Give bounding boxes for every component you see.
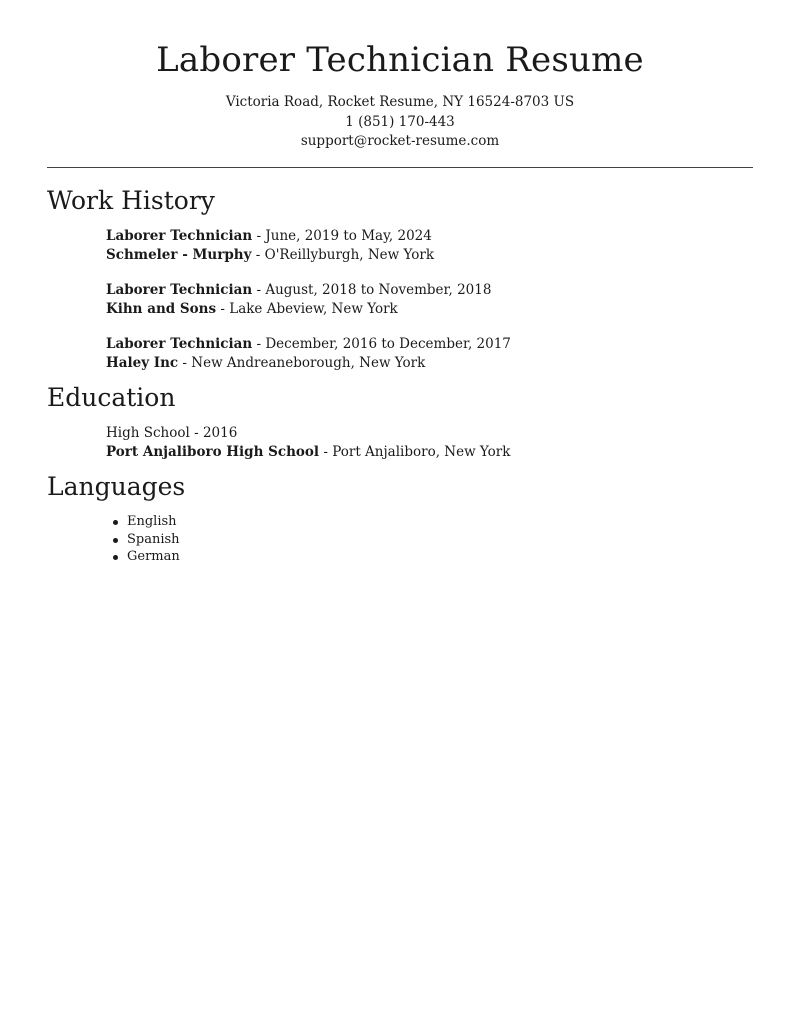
work-entry-company-line bbox=[106, 354, 511, 373]
education-entry-degree-line bbox=[106, 424, 510, 443]
work-entry bbox=[106, 281, 491, 319]
job-location: Lake Abeview, New York bbox=[229, 301, 398, 317]
work-entry-title-line bbox=[106, 335, 511, 354]
language-name: English bbox=[127, 514, 177, 529]
work-entry bbox=[106, 335, 511, 373]
contact-block bbox=[47, 93, 753, 152]
list-item bbox=[106, 513, 180, 531]
job-title: Laborer Technician bbox=[106, 336, 253, 352]
education-school: Port Anjaliboro High School bbox=[106, 444, 320, 460]
list-item bbox=[106, 548, 180, 566]
contact-address: Victoria Road, Rocket Resume, NY 16524-8703 US bbox=[225, 94, 575, 110]
work-entry-title-line bbox=[106, 227, 434, 246]
bullet-icon bbox=[113, 555, 118, 560]
education-heading: Education bbox=[47, 383, 176, 412]
work-entry-company-line bbox=[106, 300, 491, 319]
separator: - bbox=[251, 247, 265, 263]
job-dates: December, 2016 to December, 2017 bbox=[265, 336, 511, 352]
language-name: German bbox=[127, 549, 180, 565]
separator: - bbox=[216, 301, 230, 317]
list-item bbox=[106, 531, 180, 549]
job-location: New Andreaneborough, New York bbox=[191, 355, 426, 371]
separator: - bbox=[252, 228, 266, 244]
header-divider bbox=[47, 167, 753, 168]
work-entry bbox=[106, 227, 434, 265]
work-entry-company-line bbox=[106, 246, 434, 265]
work-entry-title-line bbox=[106, 281, 491, 300]
bullet-icon bbox=[113, 520, 118, 525]
job-dates: August, 2018 to November, 2018 bbox=[265, 282, 492, 298]
separator: - bbox=[319, 444, 333, 460]
separator: - bbox=[252, 282, 266, 298]
job-location: O'Reillyburgh, New York bbox=[264, 247, 434, 263]
job-title: Laborer Technician bbox=[106, 228, 253, 244]
bullet-icon bbox=[113, 538, 118, 543]
education-location: Port Anjaliboro, New York bbox=[332, 444, 511, 460]
job-title: Laborer Technician bbox=[106, 282, 253, 298]
languages-list bbox=[106, 513, 180, 566]
work-history-heading: Work History bbox=[47, 186, 215, 215]
separator: - bbox=[252, 336, 266, 352]
job-dates: June, 2019 to May, 2024 bbox=[265, 228, 432, 244]
separator: - bbox=[178, 355, 192, 371]
contact-phone: 1 (851) 170-443 bbox=[345, 113, 455, 130]
languages-heading: Languages bbox=[47, 472, 186, 501]
job-company: Haley Inc bbox=[106, 355, 179, 371]
contact-email: support@rocket-resume.com bbox=[300, 133, 500, 149]
job-company: Schmeler - Murphy bbox=[106, 247, 252, 263]
education-degree: High School bbox=[106, 425, 190, 441]
separator: - bbox=[189, 425, 203, 441]
job-company: Kihn and Sons bbox=[106, 301, 217, 317]
education-year: 2016 bbox=[202, 425, 238, 441]
resume-title: Laborer Technician Resume bbox=[156, 40, 644, 80]
language-name: Spanish bbox=[127, 531, 180, 547]
education-entry bbox=[106, 424, 510, 462]
education-entry-school-line bbox=[106, 443, 510, 462]
